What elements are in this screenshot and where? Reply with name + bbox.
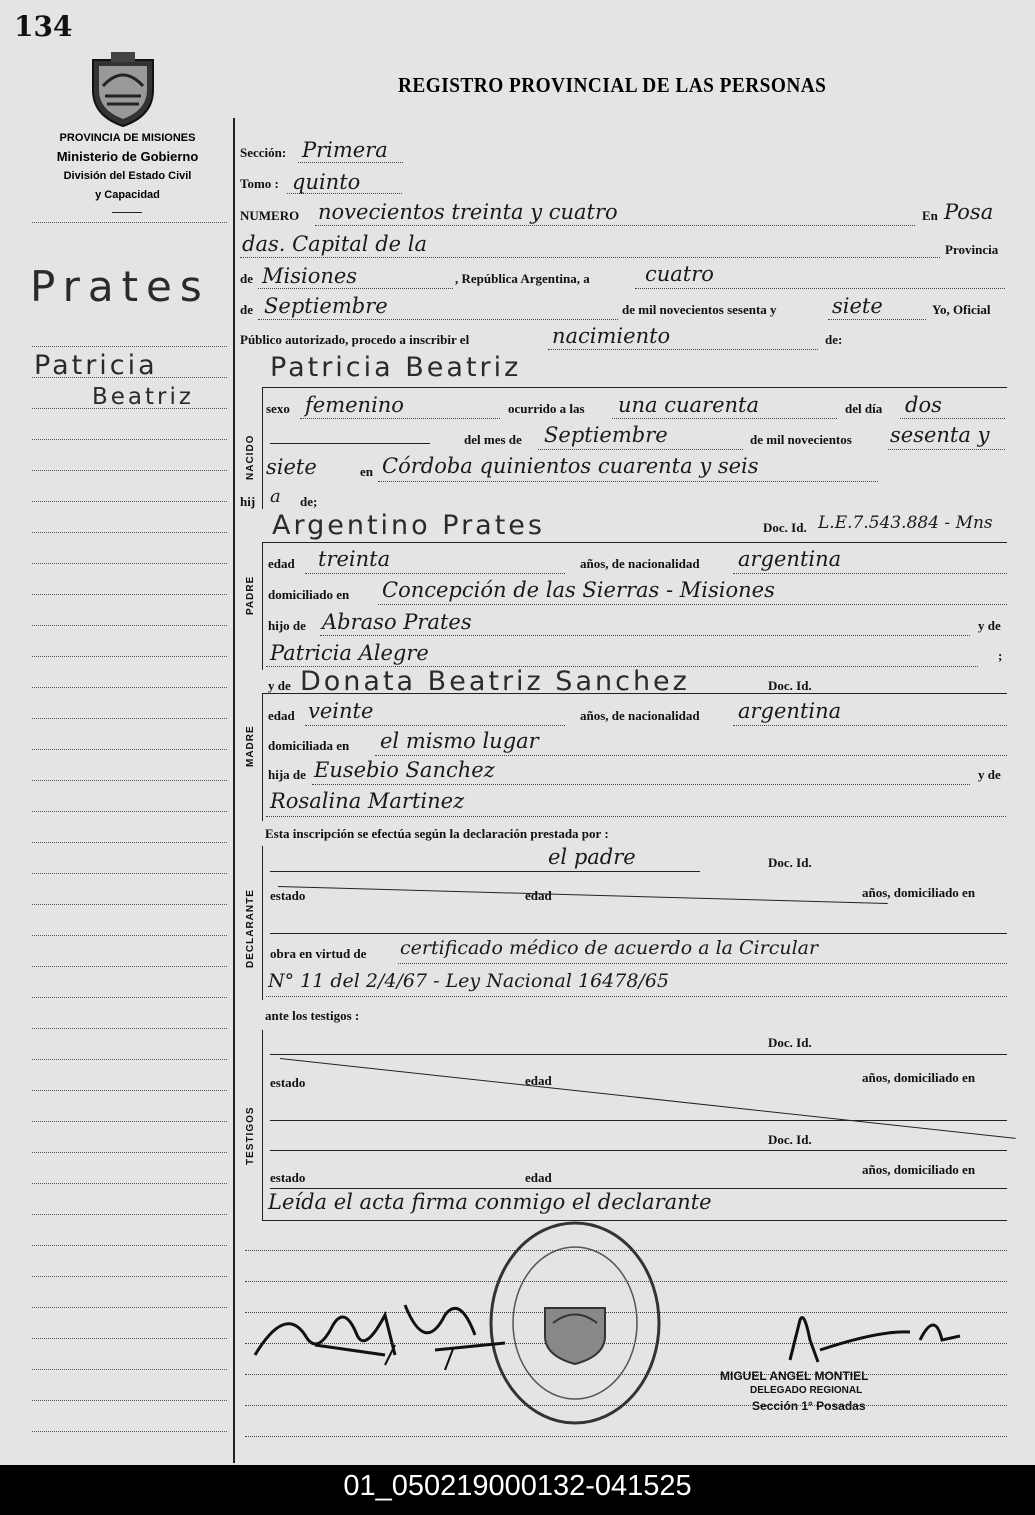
field-abuelo-p: Abraso Prates [322,610,472,634]
label-numero: NUMERO [240,208,300,223]
margin-given-name-1: Patricia [34,350,158,381]
section-label-testigos: TESTIGOS [245,1106,256,1165]
label-testigo1-edad: edad [525,1073,552,1088]
ruled-line [245,1436,1007,1437]
document-title: REGISTRO PROVINCIAL DE LAS PERSONAS [398,73,827,97]
margin-ruled-line [32,935,227,936]
margin-ruled-line [32,1090,227,1091]
label-testigo2-edad: edad [525,1170,552,1185]
field-padre-dom: Concepción de las Sierras - Misiones [382,578,775,602]
margin-ruled-line [32,1400,227,1401]
label-hij: hij [240,494,256,509]
official-role: DELEGADO REGIONAL [750,1385,863,1396]
field-anio-nac-2: siete [266,455,317,479]
label-del-mes: del mes de [464,432,522,447]
official-name: MIGUEL ANGEL MONTIEL [720,1369,869,1383]
label-declarante-estado: estado [270,888,306,903]
field-padre-doc: L.E.7.543.884 - Mns [818,513,993,533]
label-testigo1-anos-dom: años, domiciliado en [862,1070,976,1085]
label-madre-domicilio: domiciliada en [268,738,350,753]
margin-ruled-line [32,563,227,564]
margin-ruled-line [32,842,227,843]
margin-ruled-line [32,1028,227,1029]
label-de: de [240,271,253,286]
field-padre-nombre: Argentino Prates [272,510,545,541]
strike-line [278,886,888,904]
field-anio-nac-1: sesenta y [890,423,990,447]
column-divider [233,118,235,1463]
margin-ruled-line [32,439,227,440]
margin-ruled-line [32,811,227,812]
field-anio: siete [832,294,883,318]
label-declarante-edad: edad [525,888,552,903]
margin-ruled-line [32,873,227,874]
label-semicolon: ; [998,648,1003,663]
label-sexo: sexo [266,401,290,416]
label-republica: , República Argentina, a [455,271,590,286]
label-hijo-de: hijo de [268,618,306,633]
provincial-crest-icon [85,50,161,133]
label-obra: obra en virtud de [270,946,367,961]
field-madre-dom: el mismo lugar [380,729,539,753]
label-padre-y-de: y de [978,618,1001,633]
label-testigo2-estado: estado [270,1170,306,1185]
margin-ruled-line [32,1276,227,1277]
field-obra-2: N° 11 del 2/4/67 - Ley Nacional 16478/65 [268,970,670,992]
label-padre-anos-nac: años, de nacionalidad [580,556,700,571]
margin-ruled-line [32,1307,227,1308]
margin-ruled-line [32,346,227,347]
field-hij-suffix: a [270,486,281,507]
label-hija-de: hija de [268,767,306,782]
field-seccion: Primera [302,138,388,162]
label-provincia: Provincia [945,242,999,257]
label-testigo1-doc: Doc. Id. [768,1035,812,1050]
field-dia-letras: cuatro [645,262,714,286]
margin-ruled-line [32,1059,227,1060]
signature-left [245,1275,535,1400]
field-city-cont: das. Capital de la [242,232,427,256]
label-ocurrido: ocurrido a las [508,401,585,416]
field-nombre: Patricia Beatriz [270,352,522,383]
field-dia: dos [905,393,942,417]
field-lugar: Córdoba quinientos cuarenta y seis [382,454,759,478]
page-number: 134 [14,10,73,43]
field-abuelo-m: Eusebio Sanchez [314,758,495,782]
field-cierre: Leída el acta firma conmigo el declarante [268,1190,712,1214]
field-hora: una cuarenta [618,393,760,417]
margin-ruled-line [32,780,227,781]
label-padre-doc: Doc. Id. [763,520,807,535]
label-seccion: Sección: [240,145,287,160]
official-section: Sección 1° Posadas [752,1399,866,1413]
margin-ruled-line [32,718,227,719]
field-abuela-p: Patricia Alegre [270,641,429,665]
label-en-2: en [360,464,373,479]
field-padre-nac: argentina [738,547,842,571]
margin-ruled-line [32,1214,227,1215]
margin-ruled-line [32,222,227,223]
province-label: PROVINCIA DE MISIONES [59,132,196,144]
margin-ruled-line [32,594,227,595]
label-tomo: Tomo : [240,176,279,191]
label-de-2: de [240,302,253,317]
label-madre-anos-nac: años, de nacionalidad [580,708,700,723]
margin-ruled-line [32,1245,227,1246]
field-numero: novecientos treinta y cuatro [318,200,618,224]
field-mes: Septiembre [264,294,388,318]
margin-ruled-line [32,656,227,657]
label-madre-y-de-2: y de [978,767,1001,782]
field-provincia: Misiones [262,264,358,288]
label-declarante-doc: Doc. Id. [768,855,812,870]
field-padre-edad: treinta [318,547,391,571]
division-label-2: y Capacidad [95,189,160,201]
section-label-madre: MADRE [245,725,256,767]
field-mes-nac: Septiembre [544,423,668,447]
field-acto: nacimiento [552,324,671,348]
margin-ruled-line [32,1369,227,1370]
field-en-city: Posa [944,200,994,224]
label-testigo2-anos-dom: años, domiciliado en [862,1162,976,1177]
division-label: División del Estado Civil [63,170,192,182]
section-label-declarante: DECLARANTE [245,889,256,968]
label-ante-testigos: ante los testigos : [265,1008,360,1023]
margin-ruled-line [32,1431,227,1432]
field-declarante: el padre [548,845,636,869]
margin-ruled-line [32,1183,227,1184]
margin-ruled-line [32,532,227,533]
margin-ruled-line [32,1338,227,1339]
margin-ruled-line [32,997,227,998]
field-obra-1: certificado médico de acuerdo a la Circular [400,937,819,959]
label-declarante-anos-dom: años, domiciliado en [862,885,976,900]
heading-underline [112,212,142,213]
field-madre-nac: argentina [738,699,842,723]
label-en: En [922,208,938,223]
label-madre-y-de: y de [268,678,291,693]
label-madre-doc: Doc. Id. [768,678,812,693]
label-de-3: de; [300,494,318,509]
section-label-nacido: NACIDO [245,434,256,480]
margin-ruled-line [32,1152,227,1153]
field-madre-edad: veinte [308,699,374,723]
label-madre-edad: edad [268,708,295,723]
ministry-label: Ministerio de Gobierno [56,149,199,164]
label-testigo1-estado: estado [270,1075,306,1090]
label-de-colon: de: [825,332,843,347]
label-padre-domicilio: domiciliado en [268,587,350,602]
label-publico: Público autorizado, procedo a inscribir el [240,332,470,347]
field-tomo: quinto [292,170,361,194]
label-esta-inscripcion: Esta inscripción se efectúa según la declaración prestada por : [265,826,609,841]
label-padre-edad: edad [268,556,295,571]
margin-given-name-2: Beatriz [92,384,194,410]
label-de-mil: de mil novecientos sesenta y [622,302,777,317]
field-madre-nombre: Donata Beatriz Sanchez [300,666,690,697]
margin-ruled-line [32,1121,227,1122]
margin-ruled-line [32,687,227,688]
label-yo-oficial: Yo, Oficial [932,302,991,317]
margin-surname: Prates [30,262,210,311]
margin-ruled-line [32,470,227,471]
margin-ruled-line [32,749,227,750]
label-del-dia: del día [845,401,883,416]
signature-right [760,1300,990,1375]
label-de-mil-2: de mil novecientos [750,432,852,447]
section-label-padre: PADRE [245,575,256,615]
field-abuela-m: Rosalina Martinez [270,789,465,813]
scan-id-footer: 01_050219000132-041525 [0,1465,1035,1515]
margin-ruled-line [32,625,227,626]
field-sexo: femenino [305,393,404,417]
label-testigo2-doc: Doc. Id. [768,1132,812,1147]
margin-ruled-line [32,501,227,502]
margin-ruled-line [32,966,227,967]
margin-ruled-line [32,904,227,905]
